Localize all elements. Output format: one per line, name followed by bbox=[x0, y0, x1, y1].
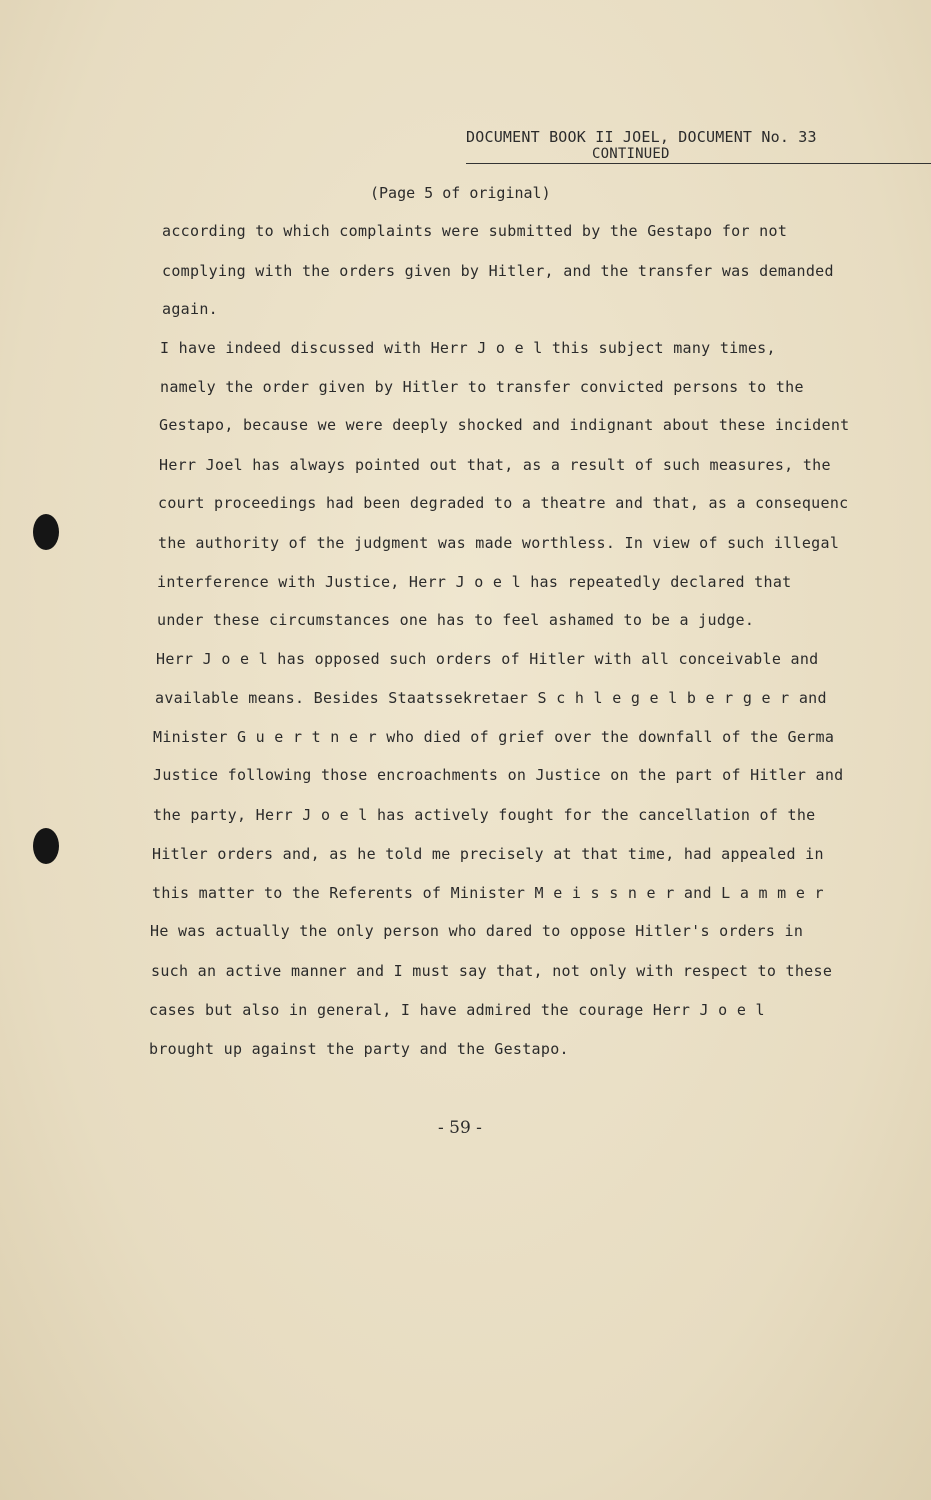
header-title: DOCUMENT BOOK II JOEL, DOCUMENT No. 33 bbox=[466, 128, 817, 146]
body-line: again. bbox=[162, 300, 218, 318]
body-line: Justice following those encroachments on Justice on the part of Hitler and bbox=[153, 766, 844, 784]
body-line: the party, Herr J o e l has actively fought for the cancellation of the bbox=[153, 806, 816, 824]
body-line: Gestapo, because we were deeply shocked and indignant about these incident bbox=[159, 416, 850, 434]
body-line: complying with the orders given by Hitler, and the transfer was demanded bbox=[162, 262, 834, 280]
body-line: under these circumstances one has to feel ashamed to be a judge. bbox=[157, 611, 755, 629]
body-line: this matter to the Referents of Minister M e i s s n e r and L a m m e r bbox=[152, 884, 824, 902]
header-continued: CONTINUED bbox=[466, 146, 931, 164]
body-line: cases but also in general, I have admired the courage Herr J o e l bbox=[149, 1001, 765, 1019]
body-line: namely the order given by Hitler to transfer convicted persons to the bbox=[160, 378, 804, 396]
body-line: according to which complaints were submitted by the Gestapo for not bbox=[162, 222, 788, 240]
punch-hole-bottom bbox=[33, 828, 59, 864]
body-line: the authority of the judgment was made worthless. In view of such illegal bbox=[158, 534, 840, 552]
body-line: court proceedings had been degraded to a theatre and that, as a consequenc bbox=[158, 494, 849, 512]
body-line: Minister G u e r t n e r who died of grief over the downfall of the Germa bbox=[153, 728, 835, 746]
body-line: such an active manner and I must say that, not only with respect to these bbox=[151, 962, 833, 980]
body-line: I have indeed discussed with Herr J o e l this subject many times, bbox=[160, 339, 776, 357]
body-line: Herr Joel has always pointed out that, as a result of such measures, the bbox=[159, 456, 831, 474]
body-line: interference with Justice, Herr J o e l has repeatedly declared that bbox=[157, 573, 792, 591]
body-line: Herr J o e l has opposed such orders of Hitler with all conceivable and bbox=[156, 650, 819, 668]
body-line: He was actually the only person who dared to oppose Hitler's orders in bbox=[150, 922, 804, 940]
page-number: - 59 - bbox=[438, 1118, 482, 1138]
page-reference: (Page 5 of original) bbox=[370, 184, 551, 202]
body-line: available means. Besides Staatssekretaer S c h l e g e l b e r g e r and bbox=[155, 689, 827, 707]
body-line: Hitler orders and, as he told me precisely at that time, had appealed in bbox=[152, 845, 824, 863]
body-line: brought up against the party and the Gestapo. bbox=[149, 1040, 569, 1058]
document-header bbox=[466, 128, 836, 164]
punch-hole-top bbox=[33, 514, 59, 550]
